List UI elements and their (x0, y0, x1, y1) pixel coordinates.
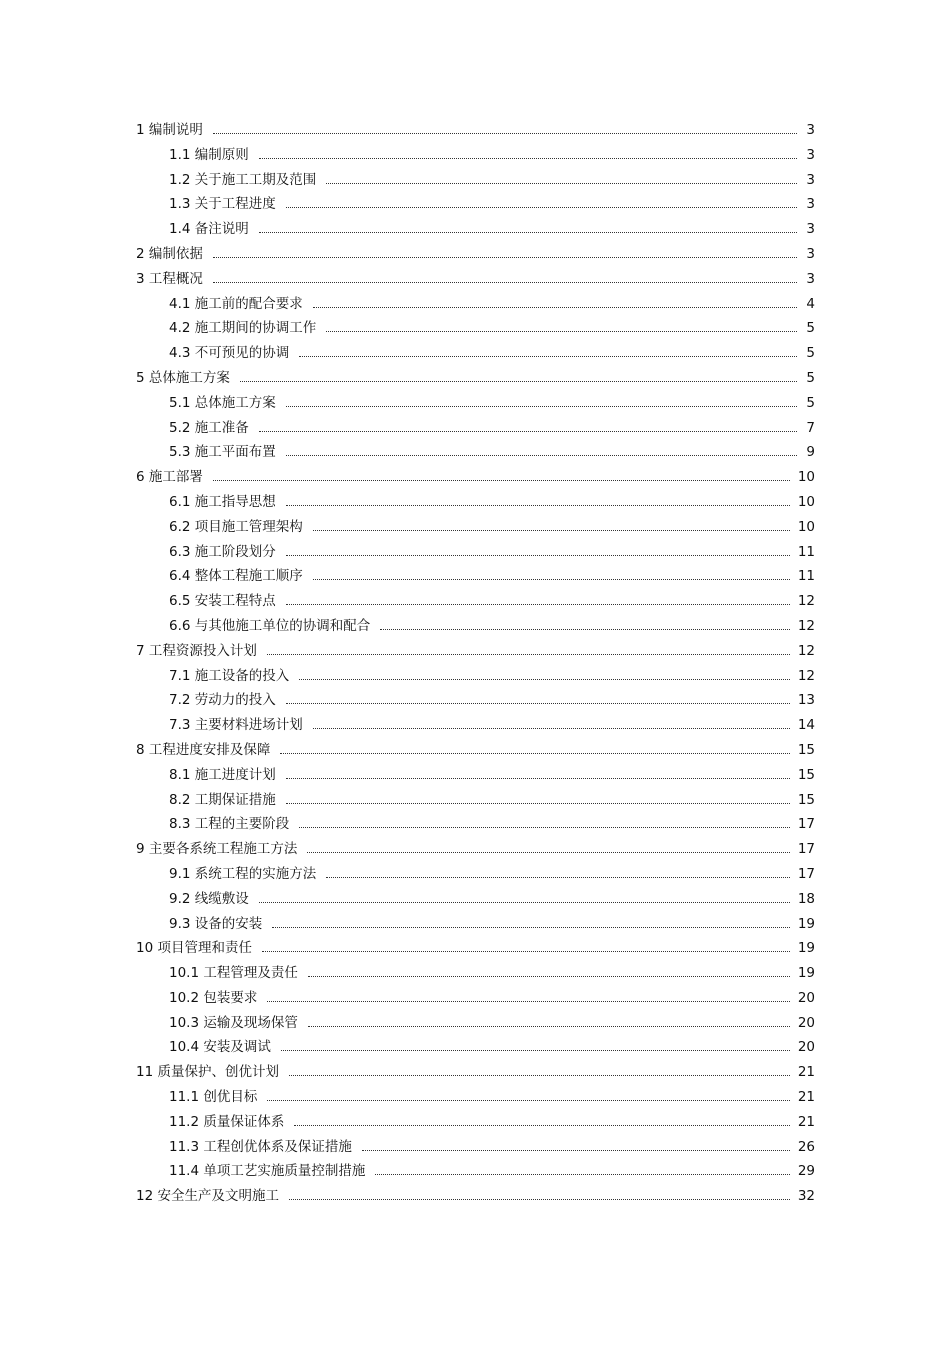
toc-entry[interactable] (136, 713, 815, 738)
toc-entry[interactable] (136, 391, 815, 416)
toc-entry-label: 1.3 关于工程进度 (169, 196, 276, 213)
toc-entry-label: 3 工程概况 (136, 270, 203, 287)
toc-entry[interactable] (136, 986, 815, 1011)
dot-leader (286, 555, 790, 556)
toc-entry-label: 5.3 施工平面布置 (169, 444, 276, 461)
toc-entry[interactable] (136, 961, 815, 986)
dot-leader (299, 679, 790, 680)
toc-entry-label: 9 主要各系统工程施工方法 (136, 841, 298, 858)
toc-entry-page-number: 12 (797, 593, 815, 610)
toc-entry-label: 9.1 系统工程的实施方法 (169, 865, 317, 882)
toc-entry-page-number: 10 (797, 518, 815, 535)
dot-leader (362, 1150, 790, 1151)
toc-entry[interactable] (136, 936, 815, 961)
toc-entry-page-number: 5 (806, 320, 815, 337)
toc-entry-label: 1.2 关于施工工期及范围 (169, 171, 317, 188)
toc-entry-label: 6.3 施工阶段划分 (169, 543, 276, 560)
toc-entry-page-number: 12 (797, 667, 815, 684)
toc-entry[interactable] (136, 912, 815, 937)
dot-leader (281, 1050, 790, 1051)
toc-entry[interactable] (136, 812, 815, 837)
toc-entry[interactable] (136, 1060, 815, 1085)
dot-leader (380, 629, 790, 630)
dot-leader (294, 1125, 789, 1126)
toc-entry[interactable] (136, 788, 815, 813)
toc-entry-page-number: 3 (806, 171, 815, 188)
dot-leader (286, 604, 790, 605)
dot-leader (326, 877, 790, 878)
toc-entry-page-number: 21 (797, 1089, 815, 1106)
toc-entry[interactable] (136, 688, 815, 713)
toc-entry[interactable] (136, 564, 815, 589)
dot-leader (213, 133, 797, 134)
toc-entry-label: 11.1 创优目标 (169, 1089, 258, 1106)
toc-entry[interactable] (136, 341, 815, 366)
toc-entry[interactable] (136, 416, 815, 441)
toc-entry-page-number: 17 (797, 816, 815, 833)
toc-entry-page-number: 21 (797, 1113, 815, 1130)
dot-leader (286, 406, 797, 407)
toc-entry-label: 6.5 安装工程特点 (169, 593, 276, 610)
toc-entry-label: 4.3 不可预见的协调 (169, 345, 290, 362)
toc-entry-page-number: 10 (797, 469, 815, 486)
toc-entry[interactable] (136, 1184, 815, 1209)
toc-entry[interactable] (136, 763, 815, 788)
toc-entry[interactable] (136, 292, 815, 317)
dot-leader (308, 976, 790, 977)
toc-entry-page-number: 15 (797, 766, 815, 783)
toc-entry-page-number: 17 (797, 841, 815, 858)
toc-entry-label: 7.1 施工设备的投入 (169, 667, 290, 684)
dot-leader (289, 1199, 790, 1200)
toc-entry-label: 5.1 总体施工方案 (169, 394, 276, 411)
toc-entry-page-number: 15 (797, 741, 815, 758)
toc-entry-label: 6.2 项目施工管理架构 (169, 518, 303, 535)
toc-entry-label: 10.1 工程管理及责任 (169, 965, 298, 982)
toc-entry-label: 6.1 施工指导思想 (169, 493, 276, 510)
toc-entry-page-number: 20 (797, 1039, 815, 1056)
dot-leader (313, 530, 790, 531)
toc-entry[interactable] (136, 1035, 815, 1060)
toc-entry-label: 1.1 编制原则 (169, 146, 249, 163)
toc-entry-page-number: 5 (806, 345, 815, 362)
dot-leader (299, 827, 790, 828)
toc-entry-label: 9.2 线缆敷设 (169, 890, 249, 907)
toc-entry-page-number: 12 (797, 642, 815, 659)
toc-entry-label: 9.3 设备的安装 (169, 915, 263, 932)
toc-entry[interactable] (136, 440, 815, 465)
toc-entry[interactable] (136, 316, 815, 341)
dot-leader (286, 505, 790, 506)
dot-leader (313, 307, 797, 308)
toc-entry[interactable] (136, 1085, 815, 1110)
toc-entry-label: 7 工程资源投入计划 (136, 642, 257, 659)
toc-entry-label: 8.2 工期保证措施 (169, 791, 276, 808)
toc-entry[interactable] (136, 267, 815, 292)
toc-entry-label: 7.2 劳动力的投入 (169, 692, 276, 709)
dot-leader (259, 158, 797, 159)
toc-entry[interactable] (136, 118, 815, 143)
toc-entry-page-number: 12 (797, 617, 815, 634)
toc-entry-page-number: 5 (806, 394, 815, 411)
dot-leader (326, 183, 797, 184)
toc-entry-page-number: 11 (797, 568, 815, 585)
toc-entry-label: 11.3 工程创优体系及保证措施 (169, 1138, 352, 1155)
toc-entry-label: 1 编制说明 (136, 122, 203, 138)
dot-leader (267, 654, 790, 655)
toc-entry-page-number: 3 (806, 196, 815, 213)
dot-leader (307, 852, 789, 853)
toc-entry[interactable] (136, 242, 815, 267)
toc-entry-label: 6.4 整体工程施工顺序 (169, 568, 303, 585)
toc-entry[interactable] (136, 589, 815, 614)
toc-entry-page-number: 3 (806, 245, 815, 262)
dot-leader (286, 803, 790, 804)
dot-leader (240, 381, 797, 382)
toc-entry-page-number: 19 (797, 965, 815, 982)
toc-entry-label: 4.2 施工期间的协调工作 (169, 320, 317, 337)
toc-entry-page-number: 3 (806, 122, 815, 138)
toc-entry[interactable] (136, 490, 815, 515)
dot-leader (262, 951, 790, 952)
dot-leader (213, 282, 797, 283)
dot-leader (272, 927, 790, 928)
toc-entry[interactable] (136, 465, 815, 490)
toc-entry-page-number: 20 (797, 1014, 815, 1031)
toc-entry[interactable] (136, 540, 815, 565)
toc-entry[interactable] (136, 837, 815, 862)
toc-entry-label: 10.2 包装要求 (169, 989, 258, 1006)
toc-entry[interactable] (136, 143, 815, 168)
toc-entry[interactable] (136, 614, 815, 639)
toc-entry-page-number: 21 (797, 1064, 815, 1081)
dot-leader (259, 902, 790, 903)
dot-leader (259, 232, 797, 233)
toc-entry-label: 1.4 备注说明 (169, 221, 249, 238)
toc-entry-page-number: 15 (797, 791, 815, 808)
toc-entry-page-number: 10 (797, 493, 815, 510)
toc-entry[interactable] (136, 168, 815, 193)
dot-leader (280, 753, 789, 754)
toc-entry-page-number: 3 (806, 270, 815, 287)
toc-entry-label: 8 工程进度安排及保障 (136, 741, 271, 758)
toc-entry-page-number: 20 (797, 989, 815, 1006)
dot-leader (286, 778, 790, 779)
toc-entry-label: 10 项目管理和责任 (136, 940, 252, 957)
toc-entry-label: 11.2 质量保证体系 (169, 1113, 285, 1130)
toc-entry-page-number: 3 (806, 146, 815, 163)
toc-entry[interactable] (136, 515, 815, 540)
toc-entry-label: 11.4 单项工艺实施质量控制措施 (169, 1163, 366, 1180)
dot-leader (308, 1026, 790, 1027)
dot-leader (299, 356, 797, 357)
toc-entry[interactable] (136, 887, 815, 912)
toc-entry[interactable] (136, 862, 815, 887)
toc-entry-page-number: 3 (806, 221, 815, 238)
dot-leader (267, 1001, 789, 1002)
toc-entry-label: 5 总体施工方案 (136, 369, 230, 386)
dot-leader (259, 431, 797, 432)
toc-entry-label: 4.1 施工前的配合要求 (169, 295, 303, 312)
toc-entry-page-number: 19 (797, 915, 815, 932)
dot-leader (286, 455, 797, 456)
toc-entry-label: 7.3 主要材料进场计划 (169, 717, 303, 734)
toc-entry-label: 11 质量保护、创优计划 (136, 1064, 279, 1081)
toc-entry-page-number: 14 (797, 717, 815, 734)
dot-leader (289, 1075, 790, 1076)
toc-entry-page-number: 19 (797, 940, 815, 957)
toc-entry-label: 10.4 安装及调试 (169, 1039, 271, 1056)
toc-entry[interactable] (136, 1011, 815, 1036)
toc-entry[interactable] (136, 639, 815, 664)
toc-entry[interactable] (136, 217, 815, 242)
toc-entry-label: 8.1 施工进度计划 (169, 766, 276, 783)
toc-entry[interactable] (136, 1159, 815, 1184)
toc-entry-page-number: 5 (806, 369, 815, 386)
table-of-contents (136, 118, 815, 1209)
toc-entry[interactable] (136, 1110, 815, 1135)
toc-entry-page-number: 26 (797, 1138, 815, 1155)
toc-entry-page-number: 18 (797, 890, 815, 907)
toc-entry[interactable] (136, 366, 815, 391)
toc-entry-label: 5.2 施工准备 (169, 419, 249, 436)
toc-entry[interactable] (136, 664, 815, 689)
dot-leader (286, 207, 797, 208)
toc-entry-label: 6 施工部署 (136, 469, 203, 486)
toc-entry-page-number: 7 (806, 419, 815, 436)
toc-entry-label: 8.3 工程的主要阶段 (169, 816, 290, 833)
dot-leader (267, 1100, 789, 1101)
dot-leader (286, 703, 790, 704)
dot-leader (313, 579, 790, 580)
dot-leader (326, 331, 797, 332)
toc-entry-label: 10.3 运输及现场保管 (169, 1014, 298, 1031)
toc-entry-page-number: 29 (797, 1163, 815, 1180)
toc-entry-page-number: 32 (797, 1188, 815, 1205)
toc-entry-label: 2 编制依据 (136, 245, 203, 262)
dot-leader (313, 728, 790, 729)
toc-entry-label: 12 安全生产及文明施工 (136, 1188, 279, 1205)
toc-entry-page-number: 17 (797, 865, 815, 882)
dot-leader (213, 480, 790, 481)
toc-entry-page-number: 13 (797, 692, 815, 709)
toc-entry-page-number: 4 (806, 295, 815, 312)
toc-entry[interactable] (136, 192, 815, 217)
toc-entry-page-number: 11 (797, 543, 815, 560)
dot-leader (375, 1174, 789, 1175)
toc-entry[interactable] (136, 738, 815, 763)
dot-leader (213, 257, 797, 258)
toc-entry[interactable] (136, 1135, 815, 1160)
toc-entry-label: 6.6 与其他施工单位的协调和配合 (169, 617, 371, 634)
toc-entry-page-number: 9 (806, 444, 815, 461)
